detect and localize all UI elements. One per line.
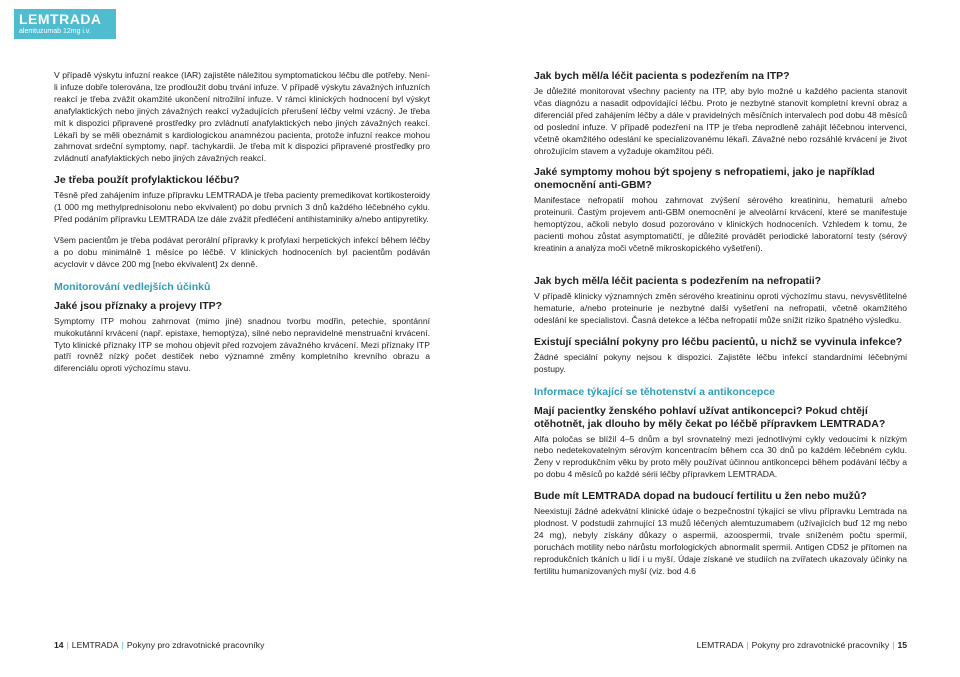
page-number-left: 14 (54, 640, 64, 650)
prophylaxis-heading: Je třeba použít profylaktickou léčbu? (54, 174, 240, 187)
prophylaxis-paragraph-2: Všem pacientům je třeba podávat perorální přípravky k profylaxi herpetických infekcí během léčby a po dobu minimálně 1 měsíce po léčbě. V klinických hodnoceních byl pacientům podáván acyclovir v dávce 200 mg [nebo ekvivalent] 2x denně. (54, 234, 430, 269)
logo-generic-name: alemtuzumab 12mg i.v. (19, 28, 91, 35)
fertility-paragraph: Neexistují žádné adekvátní klinické údaje o bezpečnostní týkající se vlivu přípravku Lemtrada na plodnost. V podstudii zahrnující 13 mužů léčených alemtuzumabem (užívajících buď 12 mg nebo 24 mg), nebyly získány důkazy o aspermii, azoospermii, trvale sníženém počtu spermií, poruchách motility nebo nárůstu morfologických abnormalit spermií. Antigen CD52 je přítomen na reprodukčních tkáních u lidí i u myší. Údaje získané ve studiích na zvířatech ukazovaly účinky na fertilitu humanizovaných myší (viz. bod 4.6 (534, 506, 907, 576)
nephropathy-treatment-paragraph: V případě klinicky významných změn sérového kreatininu oproti výchozímu stavu, nevysvětlitelné hematurie, a/nebo proteinurie je nezbytné další vyšetření na nefropatii, včetně okamžitého odeslání ke specialistovi. Časná detekce a léčba nefropatií může snížit riziko špatného výsledku. (534, 290, 907, 325)
nephropathy-symptoms-paragraph: Manifestace nefropatií mohou zahrnovat zvýšení sérového kreatininu, hematurii a/nebo proteinurii. Častým projevem anti-GBM onemocnění je alveolární krvácení, které se manifestuje hemoptýzou, ačkoli nebylo dosud pozorováno v klinických hodnoceních. Vzhledem k tomu, že pacienti mohou zůstat asymptomatičtí, je důležité provádět periodické laboratorní testy (sérový kreatinin a analýza moči včetně mikroskopického vyšetření). (534, 195, 907, 254)
nephropathy-symptoms-heading: Jaké symptomy mohou být spojeny s nefropatiemi, jako je například onemocnění anti-GBM? (534, 166, 875, 192)
right-column (534, 70, 907, 578)
footer-title-left: Pokyny pro zdravotnické pracovníky (126, 640, 265, 650)
section-pregnancy: Informace týkající se těhotenství a antikoncepce (534, 385, 776, 398)
footer-separator: | (746, 640, 749, 650)
itp-treatment-heading: Jak bych měl/a léčit pacienta s podezřením na ITP? (534, 70, 790, 82)
footer-brand-right: LEMTRADA (696, 640, 744, 650)
footer-right (697, 640, 907, 650)
infection-instructions-paragraph: Žádné speciální pokyny nejsou k dispozici. Zajistěte léčbu infekcí standardními léčebnými postupy. (534, 351, 907, 374)
brand-logo (14, 9, 116, 39)
itp-symptoms-paragraph: Symptomy ITP mohou zahrnovat (mimo jiné) snadnou tvorbu modřin, petechie, spontánní mukokutánní krvácení (např. epistaxe, hemoptýza), silné nebo nepravidelné menstruační krvácení. Tyto klinické příznaky ITP se mohou objevit před rozvojem závažného krvácení. Mezi příznaky ITP patří rovněž nízký počet destiček nebo významné změny kompletního krevního obrazu a diferenciálu oproti výchozímu stavu. (54, 315, 430, 374)
footer-title-right: Pokyny pro zdravotnické pracovníky (751, 640, 890, 650)
logo-brand: LEMTRADA (19, 11, 102, 27)
prophylaxis-paragraph-1: Těsně před zahájením infuze přípravku LEMTRADA je třeba pacienty premedikovat kortikosteroidy (1 000 mg methylprednisolonu nebo ekvivalent) po dobu prvních 3 dnů každého léčebného cyklu. Před podáním přípravku LEMTRADA lze dále zvážit předléčení antihistaminiky a/nebo antipyretiky. (54, 190, 430, 225)
footer-separator: | (66, 640, 69, 650)
contraception-paragraph: Alfa poločas se blížil 4–5 dnům a byl srovnatelný mezi jednotlivými cykly vedoucími k nízkým nebo nedetekovatelným sérovým koncentracím během cca 30 dnů po každém léčebném cyklu. Ženy v reprodukčním věku by proto měly používat účinnou antikoncepci během podávání léčby a po dobu 4 měsíců po každé sérii léčby přípravkem LEMTRADA. (534, 433, 907, 480)
nephropathy-treatment-heading: Jak bych měl/a léčit pacienta s podezřením na nefropatii? (534, 274, 822, 287)
footer-separator: | (892, 640, 895, 650)
infection-instructions-heading: Existují speciální pokyny pro léčbu pacientů, u nichž se vyvinula infekce? (534, 335, 903, 348)
contraception-heading: Mají pacientky ženského pohlaví užívat antikoncepci? Pokud chtějí otěhotnět, jak dlouho by měly čekat po léčbě přípravkem LEMTRADA? (534, 404, 886, 430)
footer-left (54, 640, 264, 650)
itp-symptoms-heading: Jaké jsou příznaky a projevy ITP? (54, 299, 223, 312)
iar-paragraph: V případě výskytu infuzní reakce (IAR) zajistěte náležitou symptomatickou léčbu dle potřeby. Není-li infuze dobře tolerována, lze prodloužit dobu trvání infuze. V případě výskytu závažných infuzních reakcí je třeba zvážit okamžité ukončení nitrožilní infuze. V rámci klinických hodnocení byl výskyt anafylaktických nebo jiných závažných reakcí vyžadujících přerušení léčby velmi vzácný. Je třeba mít k dispozici připravené prostředky pro zvládnutí anafylaktických nebo jiných závažných reakcí. Lékaři by se měli obeznámit s kardiologickou anamnézou pacienta, protože infuzní reakce mohou zahrnovat srdeční symptomy, např. tachykardii. Je třeba mít k dispozici připravené prostředky pro zvládnutí anafylaktických nebo jiných závažných reakcí. (54, 70, 430, 164)
footer-separator: | (121, 640, 124, 650)
left-column (54, 70, 430, 375)
page-number-right: 15 (897, 640, 907, 650)
itp-treatment-paragraph: Je důležité monitorovat všechny pacienty na ITP, aby bylo možné u každého pacienta stanovit včas diagnózu a nasadit odpovídající léčbu. Proto je nezbytné stanovit kompletní krevní obraz a diferenciál před zahájením léčby a dále v pravidelných měsíčních intervalech pod dobu 48 měsíců od poslední infuze. V případě podezření na ITP je třeba neprodleně zahájit léčebnou intervenci, včetně okamžitého odeslání ke specializovanému lékaři. Závažné nebo rozsáhlé krvácení je život ohrožujícím stavem a vyžaduje okamžitou péči. (534, 86, 907, 156)
fertility-heading: Bude mít LEMTRADA dopad na budoucí fertilitu u žen nebo mužů? (534, 490, 867, 503)
section-side-effects: Monitorování vedlejších účinků (54, 280, 211, 293)
footer-brand-left: LEMTRADA (71, 640, 119, 650)
